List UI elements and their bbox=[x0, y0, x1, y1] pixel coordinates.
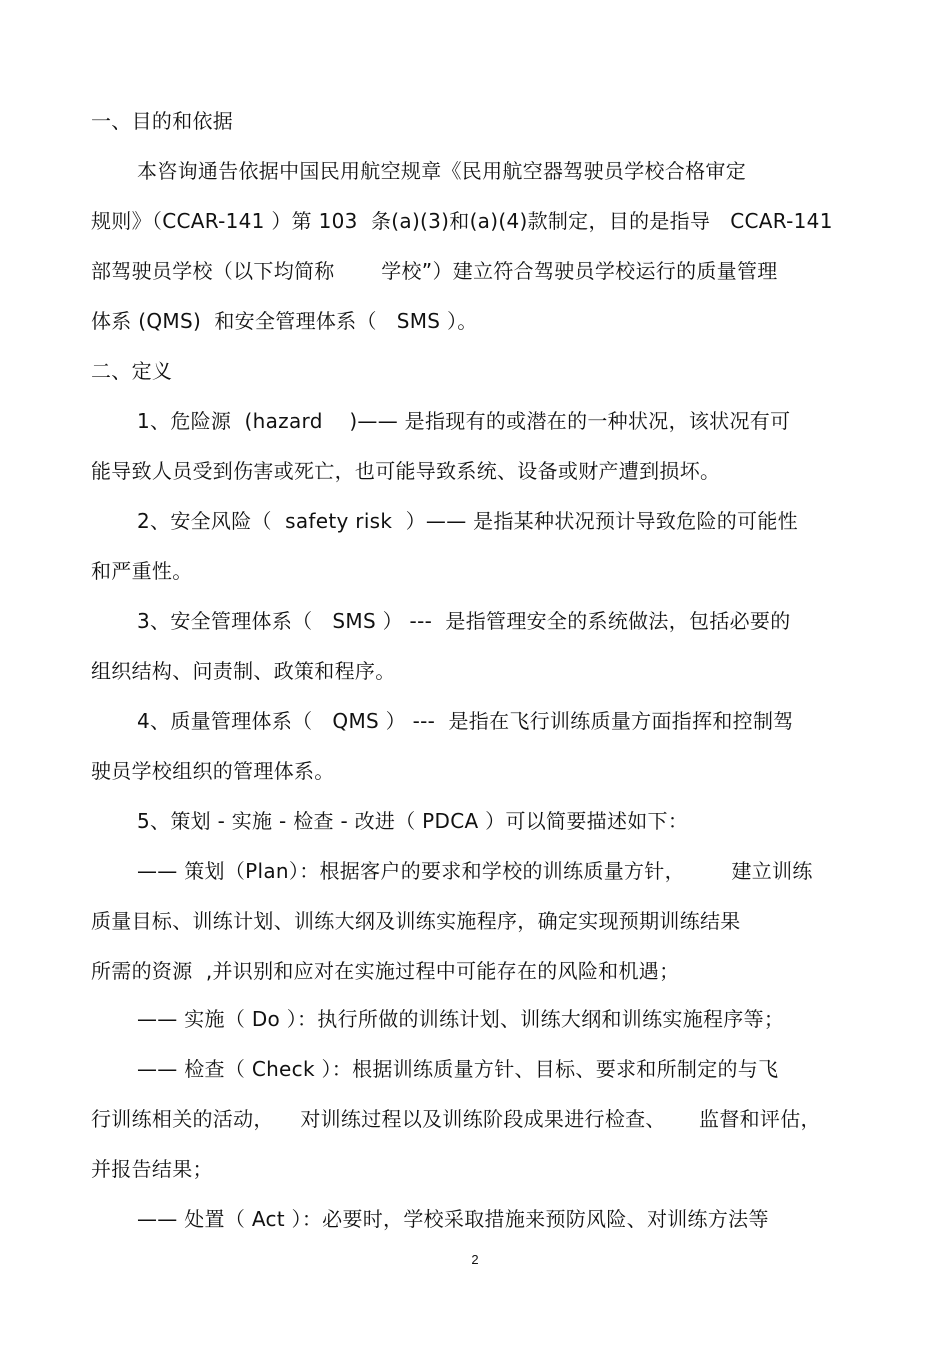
paragraph-line: 规则》（CCAR-141 ）第 103 条(a)(3)和(a)(4)款制定，目的是指导 CCAR-141 bbox=[91, 209, 833, 233]
definition-item-4: 4、质量管理体系（ QMS ） --- 是指在飞行训练质量方面指挥和控制驾 bbox=[137, 709, 794, 733]
pdca-act-line: —— 处置（ Act ）：必要时，学校采取措施来预防风险、对训练方法等 bbox=[137, 1207, 769, 1231]
paragraph-line: 质量目标、训练计划、训练大纲及训练实施程序，确定实现预期训练结果 bbox=[91, 909, 741, 933]
paragraph-line: 能导致人员受到伤害或死亡，也可能导致系统、设备或财产遭到损坏。 bbox=[91, 459, 721, 483]
pdca-plan-line: —— 策划（Plan）：根据客户的要求和学校的训练质量方针， 建立训练 bbox=[137, 859, 813, 883]
paragraph-line: 组织结构、问责制、政策和程序。 bbox=[91, 659, 396, 683]
definition-item-1: 1、危险源 (hazard )—— 是指现有的或潜在的一种状况，该状况有可 bbox=[137, 409, 791, 433]
paragraph-line: 和严重性。 bbox=[91, 559, 193, 583]
paragraph-line: 体系 (QMS) 和安全管理体系（ SMS ）。 bbox=[91, 309, 478, 333]
paragraph-line: 并报告结果； bbox=[91, 1157, 213, 1181]
pdca-do-line: —— 实施（ Do ）：执行所做的训练计划、训练大纲和训练实施程序等； bbox=[137, 1007, 785, 1031]
pdca-check-line: —— 检查（ Check ）：根据训练质量方针、目标、要求和所制定的与飞 bbox=[137, 1057, 779, 1081]
paragraph-line: 本咨询通告依据中国民用航空规章《民用航空器驾驶员学校合格审定 bbox=[137, 159, 746, 183]
definition-item-3: 3、安全管理体系（ SMS ） --- 是指管理安全的系统做法，包括必要的 bbox=[137, 609, 791, 633]
paragraph-line: 部驾驶员学校（以下均简称 学校”）建立符合驾驶员学校运行的质量管理 bbox=[91, 259, 778, 283]
section-heading-definitions: 二、定义 bbox=[91, 359, 173, 383]
page-number: 2 bbox=[471, 1252, 479, 1267]
section-heading-purpose: 一、目的和依据 bbox=[91, 109, 234, 133]
paragraph-line: 行训练相关的活动， 对训练过程以及训练阶段成果进行检查、 监督和评估， bbox=[91, 1107, 821, 1131]
paragraph-line: 所需的资源 ,并识别和应对在实施过程中可能存在的风险和机遇； bbox=[91, 959, 680, 983]
definition-item-2: 2、安全风险（ safety risk ）—— 是指某种状况预计导致危险的可能性 bbox=[137, 509, 798, 533]
paragraph-line: 驶员学校组织的管理体系。 bbox=[91, 759, 335, 783]
definition-item-5: 5、策划 - 实施 - 检查 - 改进（ PDCA ）可以简要描述如下： bbox=[137, 809, 689, 833]
